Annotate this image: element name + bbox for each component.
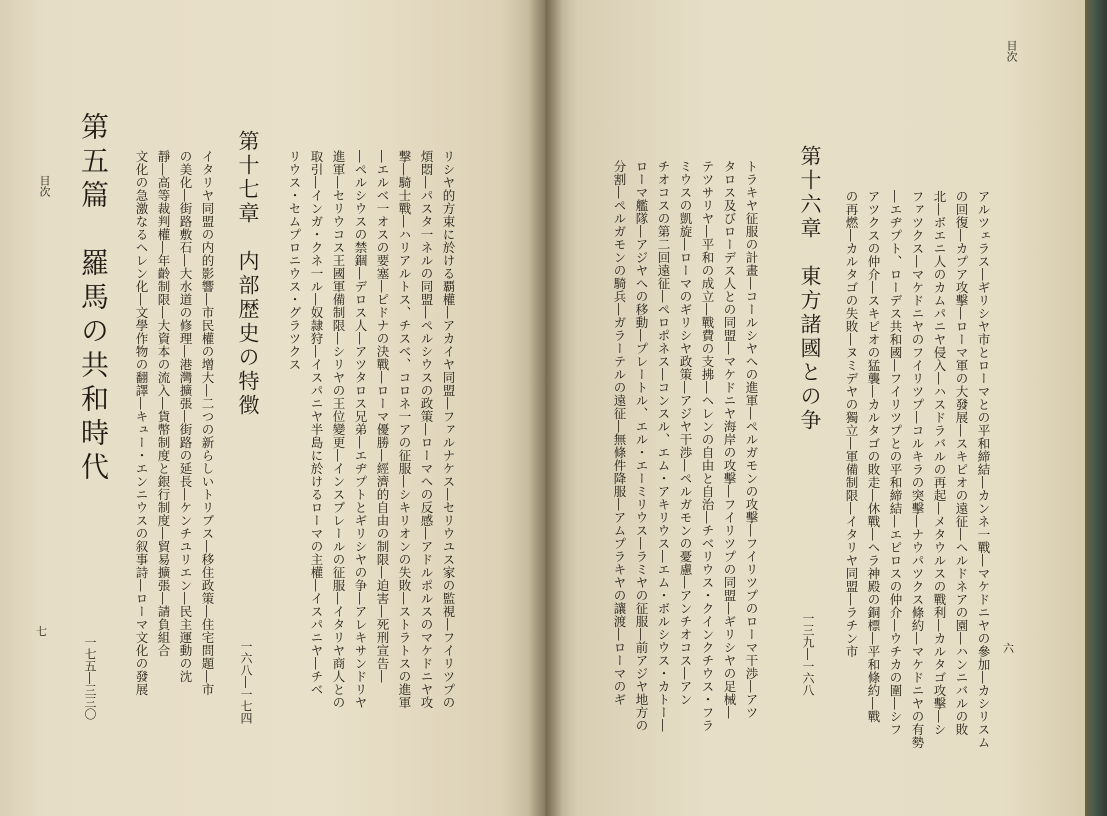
- left-ch15-tail-lines: [283, 150, 459, 709]
- folio-left: 七: [36, 625, 47, 638]
- toc-line: ミウスの凱旋―ローマのギリシヤ政策―アジヤ干渉―ペルガモンの憂慮―アンチオコス―アン: [678, 160, 693, 706]
- toc-line: リシヤ的方束に於ける覇權―アカイヤ同盟―ファルナケス―セリウユス家の監視―フイリツプの: [441, 150, 456, 709]
- toc-line: 靜―高等裁判權―年齡制限―大資本の流入―貨幣制度と銀行制度―貿易擴張―請負組合: [156, 150, 171, 657]
- toc-line: リウス・セムプロニウス・グラツクス: [287, 150, 302, 371]
- toc-line: アルツェラス―ギリシヤ市とローマとの平和締結―カンネ一戰―マケドニヤの參加―カシリスム: [976, 190, 991, 749]
- toc-line: 進軍―セリウコス王國軍備制限―シリヤの王位變更―インスブレールの征服―イタリヤ商人との: [331, 150, 346, 709]
- folio-right: 六: [1003, 642, 1014, 655]
- toc-line: トラキヤ征服の計畫―コールシヤへの進軍―ペルガモンの攻擊―フイリツプのローマ干渉―アツ: [744, 160, 759, 719]
- chapter-17-page-range: 一六八―一七四: [239, 640, 253, 724]
- running-head-right: 目次: [1005, 40, 1018, 62]
- toc-line: ローマ艦隊―アジヤへの移動―プレートル、エル・エーミリウス―ラミヤの征服―前アジヤ地方の: [634, 160, 649, 732]
- toc-line: 北―ボエニ人のカムパニヤ侵入―ハスドラバルの再起―メタウルスの戰利―カルタゴ攻擊―シ: [932, 190, 947, 736]
- toc-line: の回復―カプア攻擊―ローマ軍の大發展―スキピオの遠征―ヘルドネアの園―ハンニバルの敗: [954, 190, 969, 736]
- toc-line: 煩悶―パスタ一ネルの同盟―ペルシウスの政策―ローマへの反感―アドルポルスのマケドニヤ攻: [419, 150, 434, 709]
- toc-line: イタリヤ同盟の内的影響―市民權の增大―二つの新らしいトリブス―移住政策―住宅問題―市: [200, 150, 215, 696]
- toc-line: ファツクス―マケドニヤのフイリツプ―コルキラの突擊―ナウパツクス條約―マケドニヤの有勢: [910, 190, 925, 749]
- toc-line: の再燃―カルタゴの失敗―ヌミデヤの獨立―軍備制限―イタリヤ同盟―ラチン市: [844, 190, 859, 658]
- toc-line: 撃―騎士戰―ハリアルトス、チスベ、コロネ一アの征服―シキリオンの失敗―ストラトスの進軍: [397, 150, 412, 709]
- toc-line: テツサリヤ―平和の成立―戰費の支拂―ヘレンの自由と自治―チベリウス・クインクチウス・フラ: [700, 160, 715, 732]
- book-binding: [1085, 0, 1107, 816]
- toc-line: 文化の急激なるヘレン化―文學作物の翻譯―キュー・エンニウスの叙事詩―ローマ文化の發展: [134, 150, 149, 696]
- right-pre-lines: [840, 190, 994, 749]
- toc-line: アツクスの仲介―スキピオの猛襲―カルタゴの敗走―休戰―ヘラ神殿の銅標―平和條約―戰: [866, 190, 881, 723]
- toc-line: チオコスの第二回遠征―ペロポネス―コンスル、エム・アキリウス―エム・ボルシウス・カトー―: [656, 160, 671, 732]
- left-ch17-body-lines: [130, 150, 218, 696]
- toc-line: 分割―ペルガモンの騎兵―ガラーテルの遠征―無條件降服―アムプラキヤの讓渡―ローマのギ: [612, 160, 627, 706]
- chapter-17-heading: 第十七章 内部歴史の特徴: [236, 130, 260, 418]
- toc-line: ―エヂプト、ローデス共和國―フイリツプとの平和締結―エピロスの仲介―ウチカの圍―シフ: [888, 190, 903, 736]
- book-gutter: [528, 0, 562, 816]
- toc-line: の美化―街路敷石―大水道の修理―港灣擴張―街路の延長―ケンチユリエン―民主運動の沈: [178, 150, 193, 683]
- right-ch16-lines: [608, 160, 762, 732]
- toc-line: 取引―インガ・クネ一ル―奴隷狩―イスパニヤ半島に於けるローマの主權―イスパニヤ―チベ: [309, 150, 324, 696]
- toc-line: ―ペルシウスの禁錮―デロス人―アツタロス兄弟―エヂプトとギリシヤの争―アレキサンドリヤ: [353, 150, 368, 709]
- running-head-left: 目次: [38, 175, 51, 197]
- chapter-16-page-range: 一三九―一六八: [801, 612, 815, 696]
- part-5-page-range: 一七五―三三〇: [83, 636, 97, 720]
- toc-line: タロス及びローデス人との同盟―マケドニヤ海岸の攻擊―フイリツプの同盟―ギリシヤの足械―: [722, 160, 737, 719]
- part-5-heading: 第五篇 羅馬の共和時代: [77, 112, 110, 486]
- toc-line: ―エルベ一オスの要塞―ピドナの決戰―ローマ優勝―經濟的自由の制限―迫害―死刑宣告―: [375, 150, 390, 683]
- chapter-16-heading: 第十六章 東方諸國との争: [798, 145, 822, 433]
